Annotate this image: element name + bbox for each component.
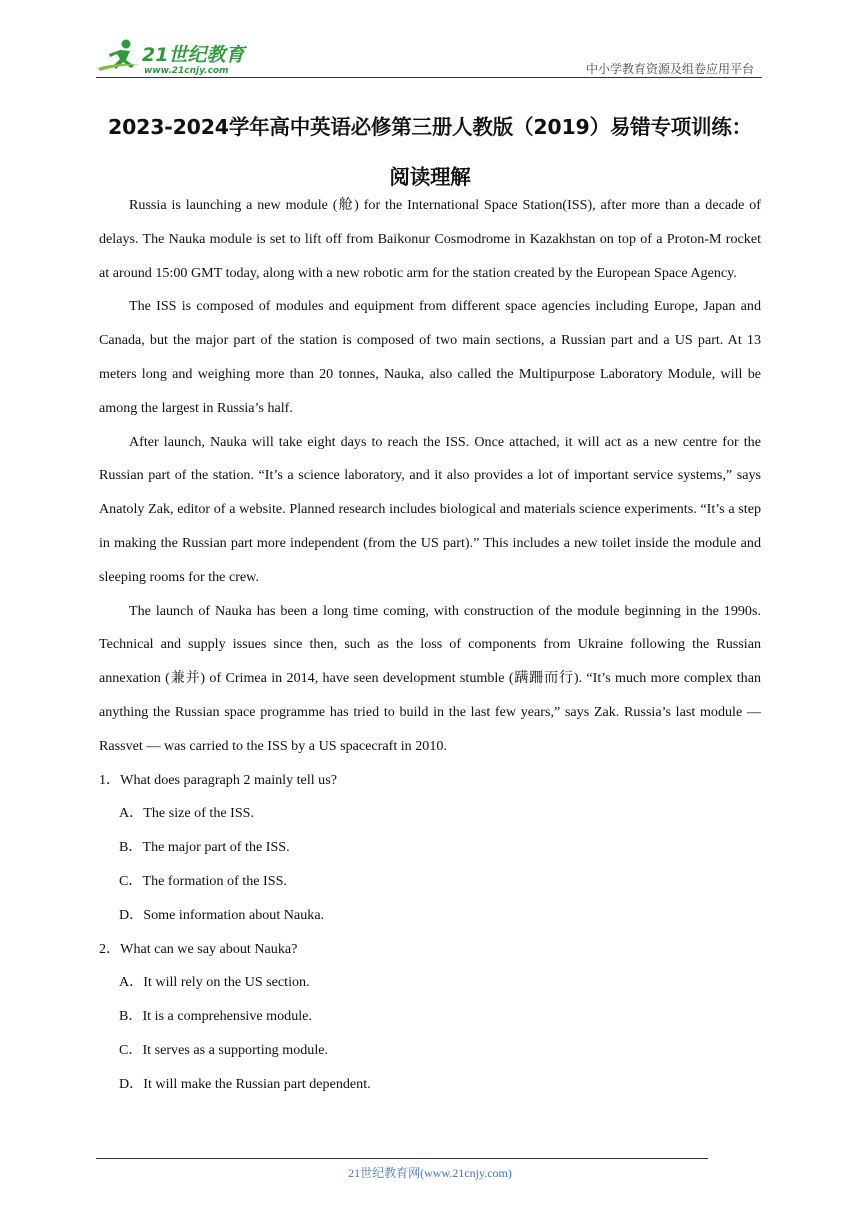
question-2-stem: 2．What can we say about Nauka? [99, 940, 298, 957]
logo-sub-text: www.21cnjy.com [144, 66, 229, 76]
page-title: 2023-2024学年高中英语必修第三册人教版（2019）易错专项训练：阅读理解 [108, 115, 752, 189]
question-1-option-b: B．The major part of the ISS. [119, 839, 290, 856]
header-divider [96, 77, 762, 78]
question-2-option-a: A．It will rely on the US section. [119, 974, 310, 991]
question-1-option-a: A．The size of the ISS. [119, 805, 255, 822]
question-1-option-c: C．The formation of the ISS. [119, 872, 287, 889]
passage-paragraph-4: The launch of Nauka has been a long time coming, with construction of the module beginning in the 1990s. Technical and supply issues since then, such as the loss of components from Ukraine following the Russian annexation (兼并) of Crimea in 2014, have seen development stumble (蹒跚而行). “It’s much more complex than anything the Russian space programme has tried to build in the last few years,” says Zak. Russia’s last module — Rassvet — was carried to the ISS by a US spacecraft in 2010. [99, 602, 761, 754]
footer-divider [96, 1158, 708, 1159]
question-2-option-c: C．It serves as a supporting module. [119, 1041, 329, 1058]
logo-main-text: 21世纪教育 [142, 44, 245, 66]
header-platform-text: 中小学教育资源及组卷应用平台 [585, 62, 754, 76]
question-1-stem: 1．What does paragraph 2 mainly tell us? [99, 771, 337, 788]
passage-paragraph-3: After launch, Nauka will take eight days to reach the ISS. Once attached, it will act as a new centre for the Russian part of the station. “It’s a science laboratory, and it also provides a lot of important service systems,” says Anatoly Zak, editor of a website. Planned research includes biological and materials science experiments. “It’s a step in making the Russian part more independent (from the US part).” This includes a new toilet inside the module and sleeping rooms for the crew. [99, 433, 761, 585]
passage-paragraph-2: The ISS is composed of modules and equipment from different space agencies including Europe, Japan and Canada, but the major part of the station is composed of two main sections, a Russian part and a US part. At 13 meters long and weighing more than 20 tonnes, Nauka, also called the Multipurpose Laboratory Module, will be among the largest in Russia’s half. [99, 298, 761, 416]
logo-21cnjy [96, 38, 266, 76]
page-header [96, 38, 762, 78]
question-2-option-b: B．It is a comprehensive module. [119, 1008, 312, 1025]
footer-link[interactable]: 21世纪教育网(www.21cnjy.com) [348, 1166, 512, 1180]
runner-icon [98, 40, 140, 72]
document-body [99, 189, 761, 1102]
question-2-option-d: D．It will make the Russian part dependent. [119, 1075, 371, 1092]
question-1-option-d: D．Some information about Nauka. [119, 906, 325, 923]
passage-paragraph-1: Russia is launching a new module (舱) for the International Space Station(ISS), after more than a decade of delays. The Nauka module is set to lift off from Baikonur Cosmodrome in Kazakhstan on top of a Proton-M rocket at around 15:00 GMT today, along with a new robotic arm for the station created by the European Space Agency. [99, 197, 761, 281]
